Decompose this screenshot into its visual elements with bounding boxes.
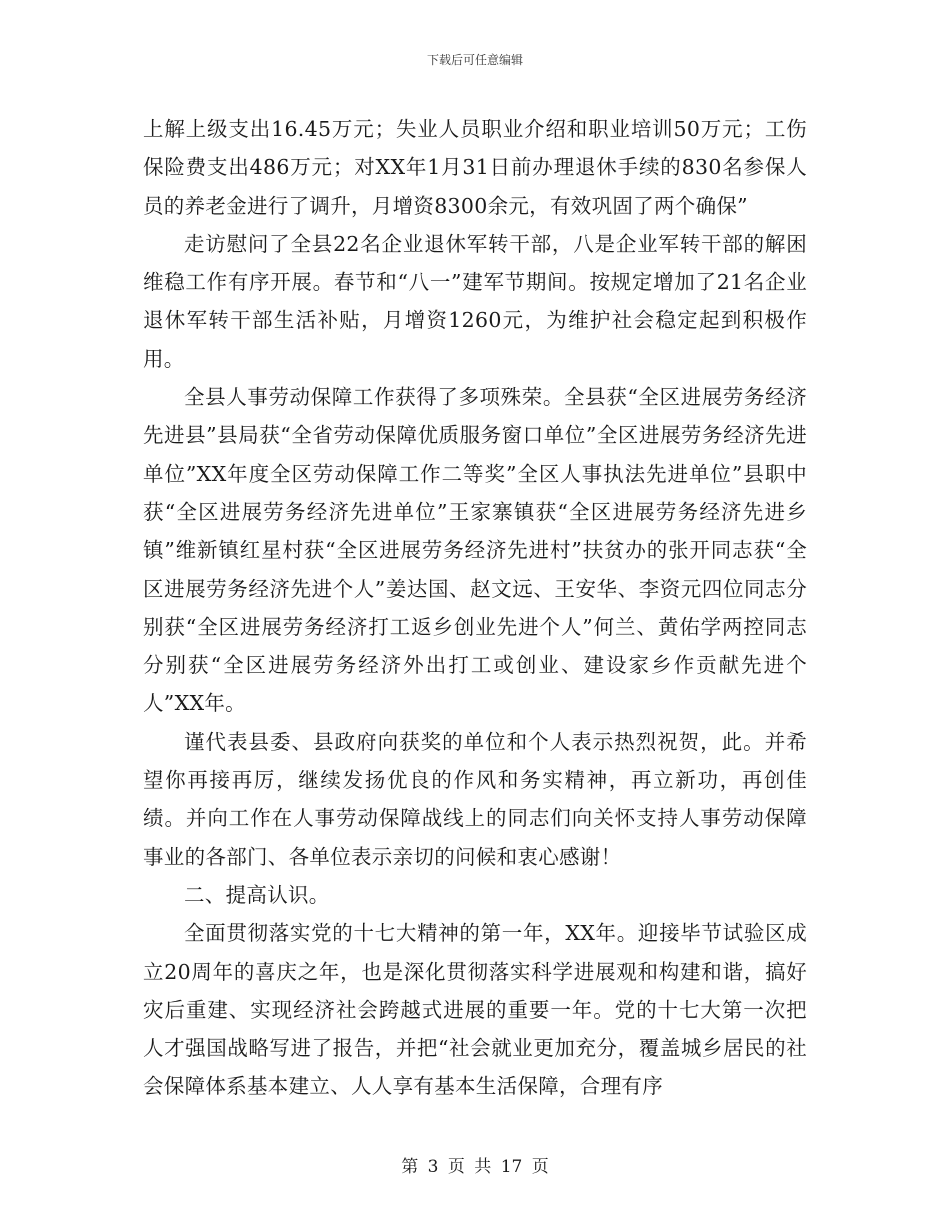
page-header-note: 下载后可任意编辑 bbox=[426, 53, 523, 67]
paragraph-3: 全县人事劳动保障工作获得了多项殊荣。全县获“全区进展劳务经济先进县”县局获“全省劳动保障优质服务窗口单位”全区进展劳务经济先进单位”XX年度全区劳动保障工作二等奖”全区人事执法先进单位”县职中获“全区进展劳务经济先进单位”王家寨镇获“全区进展劳务经济先进乡镇”维新镇红星村获“全区进展劳务经济先进村”扶贫办的张开同志获“全区进展劳务经济先进个人”姜达国、赵文远、王安华、李资元四位同志分别获“全区进展劳务经济打工返乡创业先进个人”何兰、黄佑学两控同志分别获“全区进展劳务经济外出打工或创业、建设家乡作贡献先进个人”XX年。 bbox=[143, 385, 807, 716]
document-body bbox=[143, 110, 807, 1106]
section-heading: 二、提高认识。 bbox=[184, 882, 330, 907]
paragraph-1: 上解上级支出16.45万元；失业人员职业介绍和职业培训50万元；工伤保险费支出486万元；对XX年1月31日前办理退休手续的830名参保人员的养老金进行了调升，月增资8300余元，有效巩固了两个确保” bbox=[143, 117, 807, 218]
paragraph-4: 谨代表县委、县政府向获奖的单位和个人表示热烈祝贺，此。并希望你再接再厉，继续发扬优良的作风和务实精神，再立新功，再创佳绩。并向工作在人事劳动保障战线上的同志们向关怀支持人事劳动保障事业的各部门、各单位表示亲切的问候和衷心感谢！ bbox=[143, 729, 807, 869]
paragraph-2: 走访慰问了全县22名企业退休军转干部，八是企业军转干部的解困维稳工作有序开展。春节和“八一”建军节期间。按规定增加了21名企业退休军转干部生活补贴，月增资1260元，为维护社会稳定起到积极作用。 bbox=[143, 231, 807, 371]
page-number: 第 3 页 共 17 页 bbox=[401, 1157, 549, 1177]
paragraph-5: 全面贯彻落实党的十七大精神的第一年，XX年。迎接毕节试验区成立20周年的喜庆之年，也是深化贯彻落实科学进展观和构建和谐，搞好灾后重建、实现经济社会跨越式进展的重要一年。党的十七大第一次把人才强国战略写进了报告，并把“社会就业更加充分，覆盖城乡居民的社会保障体系基本建立、人人享有基本生活保障，合理有序 bbox=[143, 921, 807, 1099]
